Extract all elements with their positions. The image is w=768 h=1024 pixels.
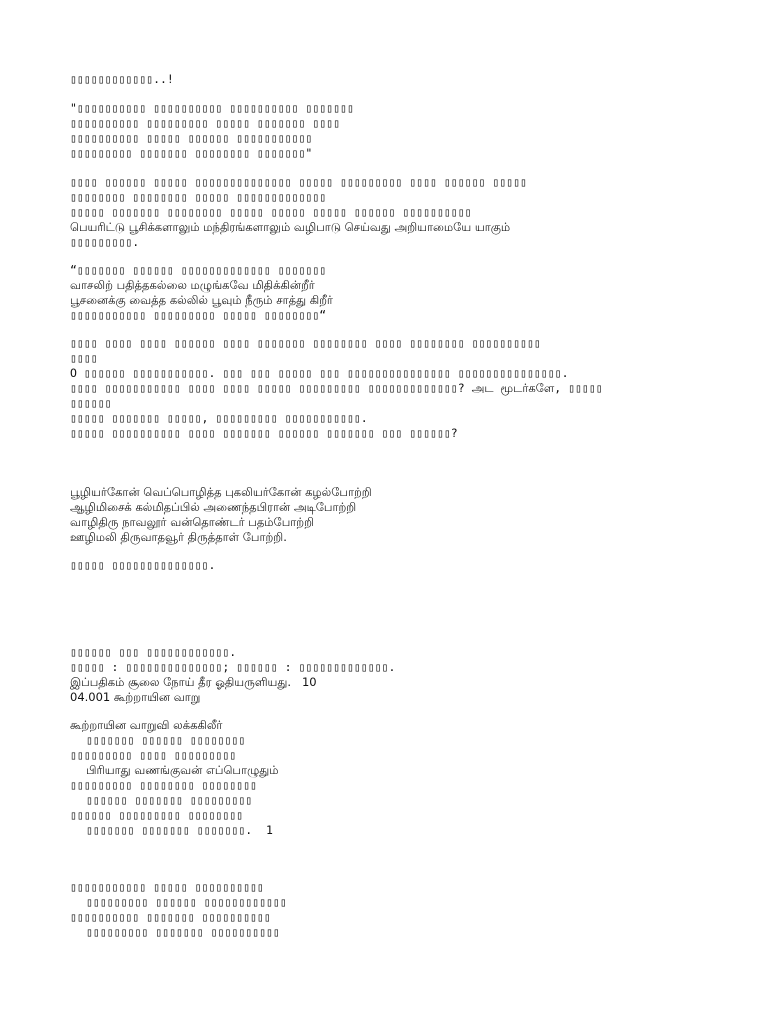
verse-line: ▯▯▯▯▯▯▯▯▯ ▯▯▯▯▯▯▯ ▯▯▯▯▯▯▯▯▯▯ [86, 925, 280, 939]
verse-line: ▯▯▯▯▯▯▯▯▯ ▯▯▯▯▯▯▯▯ ▯▯▯▯▯▯▯▯ [70, 778, 257, 792]
hymn-title: 04.001 கூற்றாயின வாறு [70, 690, 201, 704]
verse-line: “▯▯▯▯▯▯▯ ▯▯▯▯▯▯ ▯▯▯▯▯▯▯▯▯▯▯▯▯ ▯▯▯▯▯▯▯ [70, 263, 327, 277]
verse-line: ▯▯▯▯▯▯▯ ▯▯▯▯▯▯▯ ▯▯▯▯▯▯▯. 1 [86, 823, 273, 837]
verse-line: பூசனைக்கு வைத்த கல்லில் பூவும் நீரும் சாத்து கிறீர் [70, 293, 333, 307]
text-line: ▯▯▯▯▯▯▯▯▯. [70, 235, 140, 249]
verse-line: ▯▯▯▯▯▯▯ ▯▯▯▯▯▯ ▯▯▯▯▯▯▯▯ [86, 733, 246, 747]
verse-line: ▯▯▯▯▯▯▯▯▯▯ ▯▯▯▯▯▯▯ ▯▯▯▯▯▯▯▯▯▯ [70, 910, 271, 924]
verse-line: வாசலிற் பதித்தகல்லை மழுங்கவே மிதிக்கின்றீர் [70, 278, 315, 292]
text-line: ▯▯▯▯▯▯▯▯▯ ▯▯▯▯▯▯▯ ▯▯▯▯▯▯▯▯ ▯▯▯▯▯▯▯" [70, 146, 313, 160]
verse-line: பிரியாது வணங்குவன் எப்பொழுதும் [86, 763, 279, 777]
verse-line: ▯▯▯▯▯▯▯▯▯ ▯▯▯▯ ▯▯▯▯▯▯▯▯▯ [70, 748, 237, 762]
text-line: ▯▯▯▯▯ ▯▯▯▯▯▯▯▯▯▯▯▯▯▯. [70, 558, 216, 572]
text-line: இப்பதிகம் சூலை நோய் தீர ஓதியருளியது. 10 [70, 675, 317, 689]
text-line: ▯▯▯▯▯ ▯▯▯▯▯▯▯ ▯▯▯▯▯, ▯▯▯▯▯▯▯▯▯ ▯▯▯▯▯▯▯▯▯▯▯. [70, 411, 368, 425]
text-line: ▯▯▯▯ [70, 351, 98, 365]
verse-line: ▯▯▯▯▯▯ ▯▯▯▯▯▯▯ ▯▯▯▯▯▯▯▯▯ [86, 793, 253, 807]
text-line: ▯▯▯▯▯ ▯▯▯▯▯▯▯ ▯▯▯▯▯▯▯▯ ▯▯▯▯▯ ▯▯▯▯▯ ▯▯▯▯▯ ▯▯▯▯▯▯ ▯▯▯▯▯▯▯▯▯▯ [70, 205, 472, 219]
text-line: ▯▯▯▯ ▯▯▯▯▯▯ ▯▯▯▯▯ ▯▯▯▯▯▯▯▯▯▯▯▯▯▯ ▯▯▯▯▯ ▯▯▯▯▯▯▯▯▯ ▯▯▯▯ ▯▯▯▯▯▯ ▯▯▯▯▯ [70, 175, 527, 189]
text-line: ▯▯▯▯ ▯▯▯▯ ▯▯▯▯ ▯▯▯▯▯▯ ▯▯▯▯ ▯▯▯▯▯▯▯ ▯▯▯▯▯▯▯▯ ▯▯▯▯ ▯▯▯▯▯▯▯▯ ▯▯▯▯▯▯▯▯▯▯ [70, 336, 541, 350]
verse-line: கூற்றாயின வாறுவி லக்ககிலீர் [70, 718, 223, 732]
section-title: ▯▯▯▯▯▯ ▯▯▯ ▯▯▯▯▯▯▯▯▯▯▯▯. [70, 645, 237, 659]
text-line: "▯▯▯▯▯▯▯▯▯▯ ▯▯▯▯▯▯▯▯▯▯ ▯▯▯▯▯▯▯▯▯▯ ▯▯▯▯▯▯▯ [70, 101, 354, 115]
text-line: ▯▯▯▯▯▯▯▯▯▯ ▯▯▯▯▯ ▯▯▯▯▯▯ ▯▯▯▯▯▯▯▯▯▯▯ [70, 131, 313, 145]
verse-line: ஆழிமிசைக் கல்மிதப்பில் அணைந்தபிரான் அடிபோற்றி [70, 500, 357, 514]
text-line: ▯▯▯▯▯ : ▯▯▯▯▯▯▯▯▯▯▯▯▯▯; ▯▯▯▯▯▯ : ▯▯▯▯▯▯▯▯▯▯▯▯▯. [70, 660, 396, 674]
verse-line: ▯▯▯▯▯▯▯▯▯ ▯▯▯▯▯▯ ▯▯▯▯▯▯▯▯▯▯▯▯ [86, 895, 287, 909]
text-line: பெயரிட்டு பூசிக்களாலும் மந்திரங்களாலும் வழிபாடு செய்வது அறியாமையே யாகும் [70, 220, 511, 234]
verse-line: ▯▯▯▯▯▯▯▯▯▯▯ ▯▯▯▯▯▯▯▯▯ ▯▯▯▯▯ ▯▯▯▯▯▯▯▯“ [70, 308, 327, 322]
text-line: O ▯▯▯▯▯▯ ▯▯▯▯▯▯▯▯▯▯▯. ▯▯▯ ▯▯▯ ▯▯▯▯▯ ▯▯▯ ▯▯▯▯▯▯▯▯▯▯▯▯▯▯▯ ▯▯▯▯▯▯▯▯▯▯▯▯▯▯▯. [70, 366, 569, 380]
text-line: ▯▯▯▯▯ ▯▯▯▯▯▯▯▯▯▯ ▯▯▯▯ ▯▯▯▯▯▯▯ ▯▯▯▯▯▯ ▯▯▯▯▯▯▯ ▯▯▯ ▯▯▯▯▯▯? [70, 426, 458, 440]
verse-line: பூழியர்கோன் வெப்பொழித்த புகலியர்கோன் கழல்போற்றி [70, 485, 372, 499]
verse-line: வாழிதிரு நாவலூர் வன்தொண்டர் பதம்போற்றி [70, 515, 315, 529]
text-line: ▯▯▯▯▯▯ [70, 396, 112, 410]
verse-line: ▯▯▯▯▯▯ ▯▯▯▯▯▯▯▯▯ ▯▯▯▯▯▯▯▯ [70, 808, 244, 822]
text-line: ▯▯▯▯▯▯▯▯ ▯▯▯▯▯▯▯▯ ▯▯▯▯▯ ▯▯▯▯▯▯▯▯▯▯▯▯▯ [70, 190, 327, 204]
verse-line: ▯▯▯▯▯▯▯▯▯▯▯ ▯▯▯▯▯ ▯▯▯▯▯▯▯▯▯▯ [70, 880, 264, 894]
verse-line: ஊழிமலி திருவாதவூர் திருத்தாள் போற்றி. [70, 530, 287, 544]
text-line: ▯▯▯▯ ▯▯▯▯▯▯▯▯▯▯▯ ▯▯▯▯ ▯▯▯▯ ▯▯▯▯▯ ▯▯▯▯▯▯▯▯▯ ▯▯▯▯▯▯▯▯▯▯▯▯▯? அட மூடர்களே, ▯▯▯▯▯ [70, 381, 603, 395]
heading-line: ▯▯▯▯▯▯▯▯▯▯▯▯..! [70, 72, 174, 86]
text-line: ▯▯▯▯▯▯▯▯▯▯ ▯▯▯▯▯▯▯▯▯ ▯▯▯▯▯ ▯▯▯▯▯▯▯ ▯▯▯▯ [70, 116, 341, 130]
